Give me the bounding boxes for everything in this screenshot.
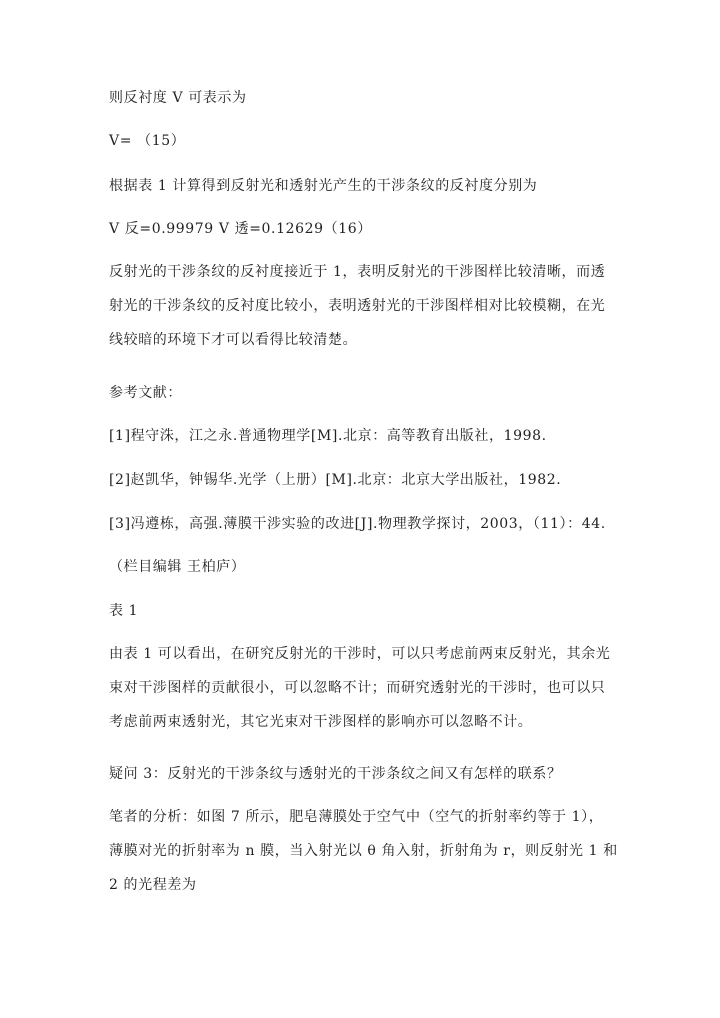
reference-item-2: [2]赵凯华，钟锡华.光学（上册）[M].北京：北京大学出版社，1982. (109, 472, 562, 488)
equation-15: V= （15） (109, 133, 186, 149)
reference-item-3: [3]冯遵栋，高强.薄膜干涉实验的改进[J].物理教学探讨，2003，（11）：44. (109, 516, 606, 532)
paragraph-line: 射光的干涉条纹的反衬度比较小，表明透射光的干涉图样相对比较模糊，在光 (109, 298, 606, 314)
paragraph-line: 线较暗的环境下才可以看得比较清楚。 (109, 332, 358, 348)
reference-item-1: [1]程守洙，江之永.普通物理学[M].北京：高等教育出版社，1998. (109, 428, 547, 444)
question-3: 疑问 3：反射光的干涉条纹与透射光的干涉条纹之间又有怎样的联系？ (109, 766, 562, 782)
paragraph-line: 反射光的干涉条纹的反衬度接近于 1，表明反射光的干涉图样比较清晰，而透 (109, 264, 606, 280)
paragraph-line: 束对干涉图样的贡献很小，可以忽略不计；而研究透射光的干涉时，也可以只 (109, 680, 606, 696)
references-heading: 参考文献： (109, 385, 182, 401)
text-line-contrast-expression: 则反衬度 V 可表示为 (109, 90, 247, 106)
table-label: 表 1 (109, 603, 139, 619)
paragraph-line: 薄膜对光的折射率为 n 膜，当入射光以 θ 角入射，折射角为 r，则反射光 1 和 (109, 843, 618, 859)
paragraph-table-analysis (109, 637, 611, 739)
paragraph-line: 考虑前两束透射光，其它光束对干涉图样的影响亦可以忽略不计。 (109, 714, 533, 730)
paragraph-author-analysis (109, 800, 618, 902)
paragraph-contrast-comparison (109, 255, 605, 357)
paragraph-line: 笔者的分析：如图 7 所示，肥皂薄膜处于空气中（空气的折射率约等于 1）， (109, 809, 604, 825)
paragraph-line: 由表 1 可以看出，在研究反射光的干涉时，可以只考虑前两束反射光，其余光 (109, 646, 611, 662)
equation-16: V 反=0.99979 V 透=0.12629（16） (109, 221, 372, 237)
editor-note: （栏目编辑 王柏庐） (109, 559, 246, 575)
paragraph-line: 2 的光程差为 (109, 877, 197, 893)
text-line-table-calc: 根据表 1 计算得到反射光和透射光产生的干涉条纹的反衬度分别为 (109, 178, 538, 194)
